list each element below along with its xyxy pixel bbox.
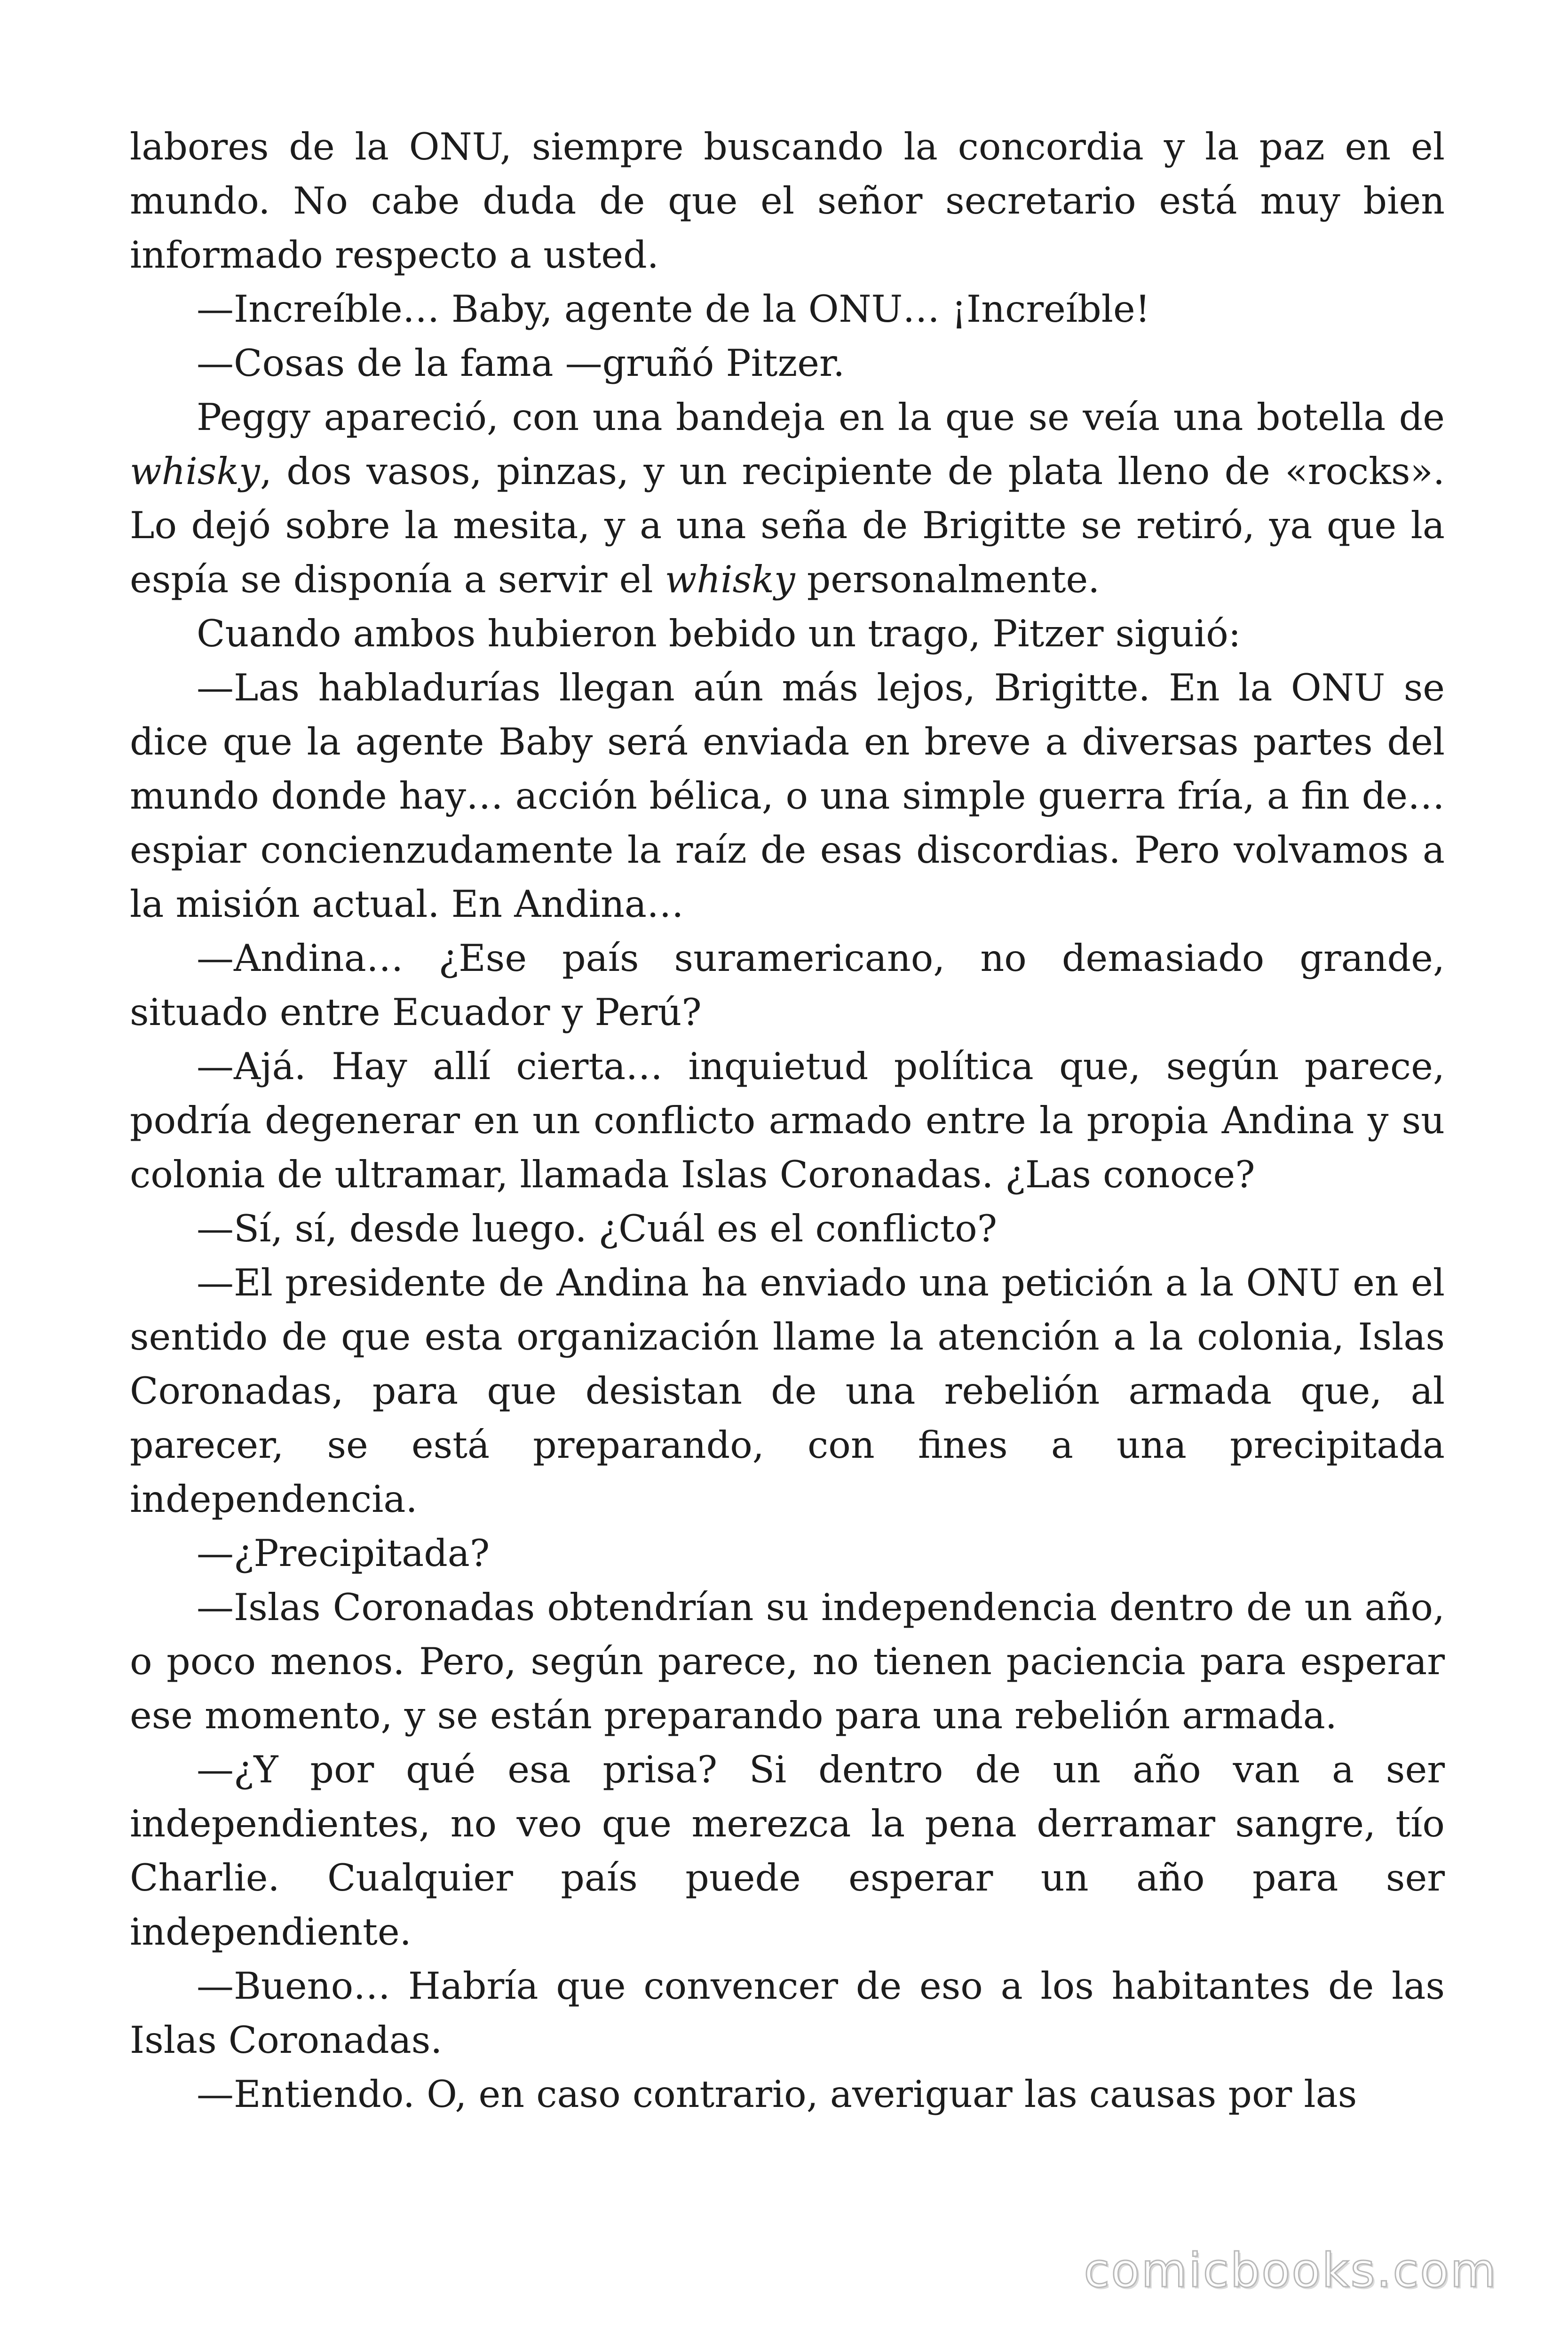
paragraph (130, 120, 1445, 282)
text-segment: —Las habladurías llegan aún más lejos, Brigitte. En la ONU se dice que la agente Baby será enviada en breve a diversas partes del mundo donde hay… acción bélica, o una simple guerra fría, a fin de… espiar concienzudamente la raíz de esas discordias. Pero volvamos a la misión actual. En Andina… (130, 666, 1445, 926)
paragraph (130, 1959, 1445, 2067)
text-segment: —Increíble… Baby, agente de la ONU… ¡Increíble! (197, 287, 1150, 331)
text-segment: —Ajá. Hay allí cierta… inquietud política que, según parece, podría degenerar en un conflicto armado entre la propia Andina y su colonia de ultramar, llamada Islas Coronadas. ¿Las conoce? (130, 1045, 1445, 1196)
text-segment: —Sí, sí, desde luego. ¿Cuál es el conflicto? (197, 1207, 998, 1250)
paragraph (130, 661, 1445, 931)
paragraph (130, 1202, 1445, 1256)
paragraph (130, 931, 1445, 1040)
italic-text: whisky (665, 558, 795, 601)
text-segment: labores de la ONU, siempre buscando la concordia y la paz en el mundo. No cabe duda de que el señor secretario está muy bien informado respecto a usted. (130, 125, 1445, 277)
text-segment: Cuando ambos hubieron bebido un trago, Pitzer siguió: (197, 612, 1241, 655)
text-segment: —Bueno… Habría que convencer de eso a los habitantes de las Islas Coronadas. (130, 1964, 1445, 2062)
paragraph (130, 336, 1445, 390)
paragraph (130, 1256, 1445, 1526)
text-segment: —¿Precipitada? (197, 1532, 490, 1575)
text-segment: Peggy apareció, con una bandeja en la que se veía una botella de (197, 396, 1445, 439)
paragraph (130, 1040, 1445, 1202)
text-segment: , dos vasos, pinzas, y un recipiente de plata lleno de «rocks». Lo dejó sobre la mesita, y a una seña de Brigitte se retiró, ya que la espía se disponía a servir el (130, 450, 1445, 601)
text-segment: —El presidente de Andina ha enviado una petición a la ONU en el sentido de que esta organización llame la atención a la colonia, Islas Coronadas, para que desistan de una rebelión armada que, al parecer, se está preparando, con fines a una precipitada independencia. (130, 1261, 1445, 1521)
paragraph (130, 390, 1445, 607)
text-segment: personalmente. (795, 558, 1100, 601)
paragraph (130, 1526, 1445, 1581)
paragraph (130, 2067, 1445, 2122)
text-segment: —Islas Coronadas obtendrían su independencia dentro de un año, o poco menos. Pero, según parece, no tienen paciencia para esperar ese momento, y se están preparando para una rebelión armada. (130, 1586, 1445, 1737)
text-segment: —Entiendo. O, en caso contrario, averiguar las causas por las (197, 2073, 1357, 2116)
italic-text: whisky (130, 450, 260, 493)
page-text (130, 120, 1445, 2122)
text-segment: —¿Y por qué esa prisa? Si dentro de un año van a ser independientes, no veo que merezca la pena derramar sangre, tío Charlie. Cualquier país puede esperar un año para ser independiente. (130, 1748, 1445, 1954)
watermark: comicbooks.com (1084, 2243, 1497, 2298)
paragraph (130, 1581, 1445, 1743)
paragraph (130, 607, 1445, 661)
text-segment: —Andina… ¿Ese país suramericano, no demasiado grande, situado entre Ecuador y Perú? (130, 937, 1445, 1034)
paragraph (130, 1743, 1445, 1959)
paragraph (130, 282, 1445, 336)
text-segment: —Cosas de la fama —gruñó Pitzer. (197, 342, 845, 385)
